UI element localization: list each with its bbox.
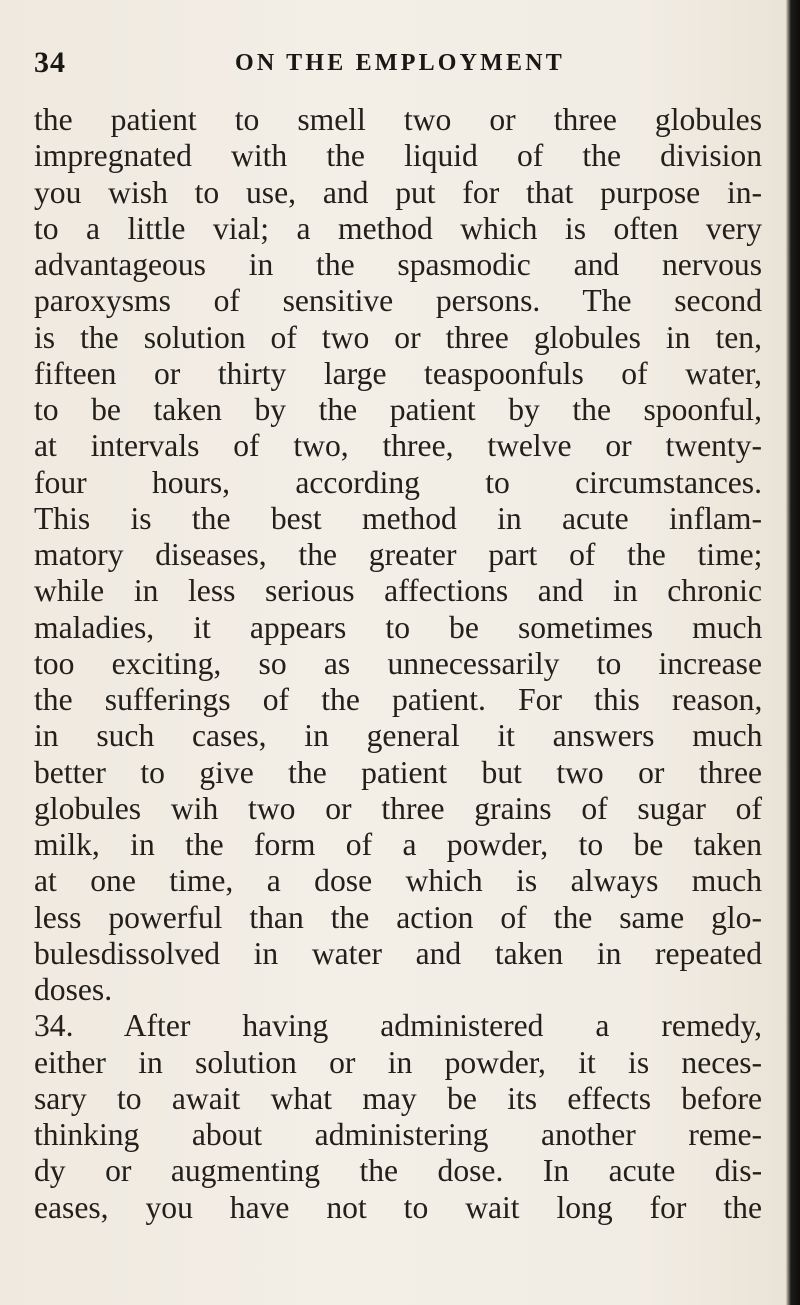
- text-line: in such cases, in general it answers much: [34, 718, 763, 754]
- text-line: This is the best method in acute inflam-: [34, 500, 762, 536]
- text-line: maladies, it appears to be sometimes much: [34, 609, 763, 645]
- text-line: sary to await what may be its effects before: [34, 1080, 762, 1116]
- text-line: the patient to smell two or three globules: [34, 102, 762, 137]
- text-line: matory diseases, the greater part of the time;: [34, 537, 763, 572]
- text-line: globules wih two or three grains of sugar of: [34, 790, 762, 826]
- text-line: dy or augmenting the dose. In acute dis-: [34, 1153, 763, 1189]
- text-line: too exciting, so as unnecessarily to increase: [34, 645, 762, 681]
- text-line: eases, you have not to wait long for the: [34, 1189, 762, 1225]
- page-number: 34: [34, 46, 66, 79]
- text-line: either in solution or in powder, it is neces-: [34, 1044, 763, 1080]
- text-line: 34. After having administered a remedy,: [34, 1008, 762, 1044]
- text-line: is the solution of two or three globules in ten,: [34, 319, 762, 355]
- text-line: four hours, according to circumstances.: [34, 464, 762, 500]
- text-line: the sufferings of the patient. For this reason,: [34, 682, 763, 717]
- text-line: to be taken by the patient by the spoonful,: [34, 392, 762, 427]
- text-line: you wish to use, and put for that purpose in-: [34, 174, 763, 210]
- body-text: [34, 102, 762, 1226]
- text-line: at one time, a dose which is always much: [34, 863, 762, 899]
- text-line: doses.: [34, 972, 113, 1007]
- text-line: impregnated with the liquid of the division: [34, 138, 762, 174]
- text-line: milk, in the form of a powder, to be taken: [34, 827, 763, 862]
- text-line: while in less serious affections and in chronic: [34, 573, 762, 609]
- text-line: thinking about administering another reme-: [34, 1117, 762, 1152]
- running-head: ON THE EMPLOYMENT: [235, 50, 565, 76]
- text-line: paroxysms of sensitive persons. The second: [34, 283, 762, 319]
- text-line: advantageous in the spasmodic and nervous: [34, 247, 762, 282]
- text-line: better to give the patient but two or three: [34, 754, 762, 790]
- text-line: bulesdissolved in water and taken in repeated: [34, 935, 762, 971]
- text-line: less powerful than the action of the same glo-: [34, 899, 762, 935]
- text-line: fifteen or thirty large teaspoonfuls of water,: [34, 355, 762, 391]
- text-line: at intervals of two, three, twelve or twenty-: [34, 428, 762, 464]
- page-header: [30, 40, 770, 84]
- page-edge-shadow: [786, 0, 800, 1305]
- text-line: to a little vial; a method which is often very: [34, 210, 762, 246]
